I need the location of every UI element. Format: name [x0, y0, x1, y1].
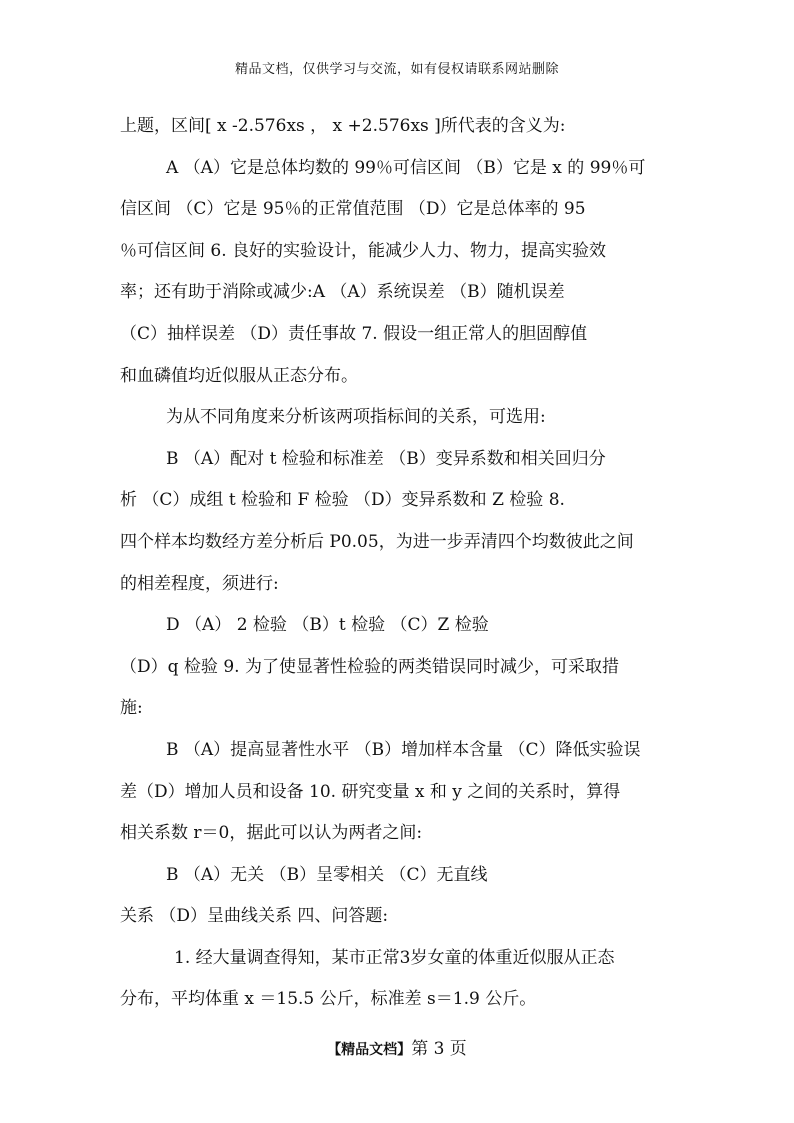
text-line: A （A）它是总体均数的 99％可信区间 （B）它是 x 的 99％可: [166, 157, 646, 178]
footer-mark: 【精品文档】: [327, 1042, 412, 1058]
text-line: 为从不同角度来分析该两项指标间的关系，可选用:: [166, 407, 546, 428]
text-line: D （A） 2 检验 （B）t 检验 （C）Z 检验: [166, 615, 489, 636]
text-line: 四个样本均数经方差分析后 P0.05，为进一步弄清四个均数彼此之间: [120, 531, 634, 552]
text-line: 相关系数 r＝0，据此可以认为两者之间:: [120, 823, 423, 844]
text-line: 率；还有助于消除或减少:A （A）系统误差 （B）随机误差: [120, 282, 565, 303]
text-line: 信区间 （C）它是 95％的正常值范围 （D）它是总体率的 95: [120, 199, 586, 220]
text-line: 的相差程度，须进行:: [120, 573, 279, 594]
text-line: （C）抽样误差 （D）责任事故 7. 假设一组正常人的胆固醇值: [120, 323, 588, 344]
text-line: B （A）提高显著性水平 （B）增加样本含量 （C）降低实验误: [166, 739, 641, 760]
page-footer: [0, 1034, 794, 1059]
text-line: B （A）配对 t 检验和标准差 （B）变异系数和相关回归分: [166, 448, 606, 469]
text-line: ％可信区间 6. 良好的实验设计，能减少人力、物力，提高实验效: [120, 240, 607, 261]
text-line: 1. 经大量调查得知，某市正常3岁女童的体重近似服从正态: [174, 947, 615, 968]
text-line: 差（D）增加人员和设备 10. 研究变量 x 和 y 之间的关系时，算得: [120, 781, 621, 802]
text-line: 施:: [120, 698, 143, 719]
text-line: 上题，区间[ x -2.576xs ， x +2.576xs ]所代表的含义为:: [120, 116, 566, 136]
text-line: 关系 （D）呈曲线关系 四、问答题:: [120, 906, 389, 927]
document-body: [120, 106, 680, 1021]
text-line: B （A）无关 （B）呈零相关 （C）无直线: [166, 864, 488, 885]
page-number: 第 3 页: [411, 1039, 467, 1059]
page-header: 精品文档，仅供学习与交流，如有侵权请联系网站删除: [234, 62, 559, 77]
text-line: 析 （C）成组 t 检验和 F 检验 （D）变异系数和 Z 检验 8.: [120, 490, 565, 511]
text-line: 分布，平均体重 x ＝15.5 公斤，标准差 s＝1.9 公斤。: [120, 989, 537, 1010]
text-line: 和血磷值均近似服从正态分布。: [120, 365, 358, 386]
text-line: （D）q 检验 9. 为了使显著性检验的两类错误同时减少，可采取措: [120, 656, 619, 677]
